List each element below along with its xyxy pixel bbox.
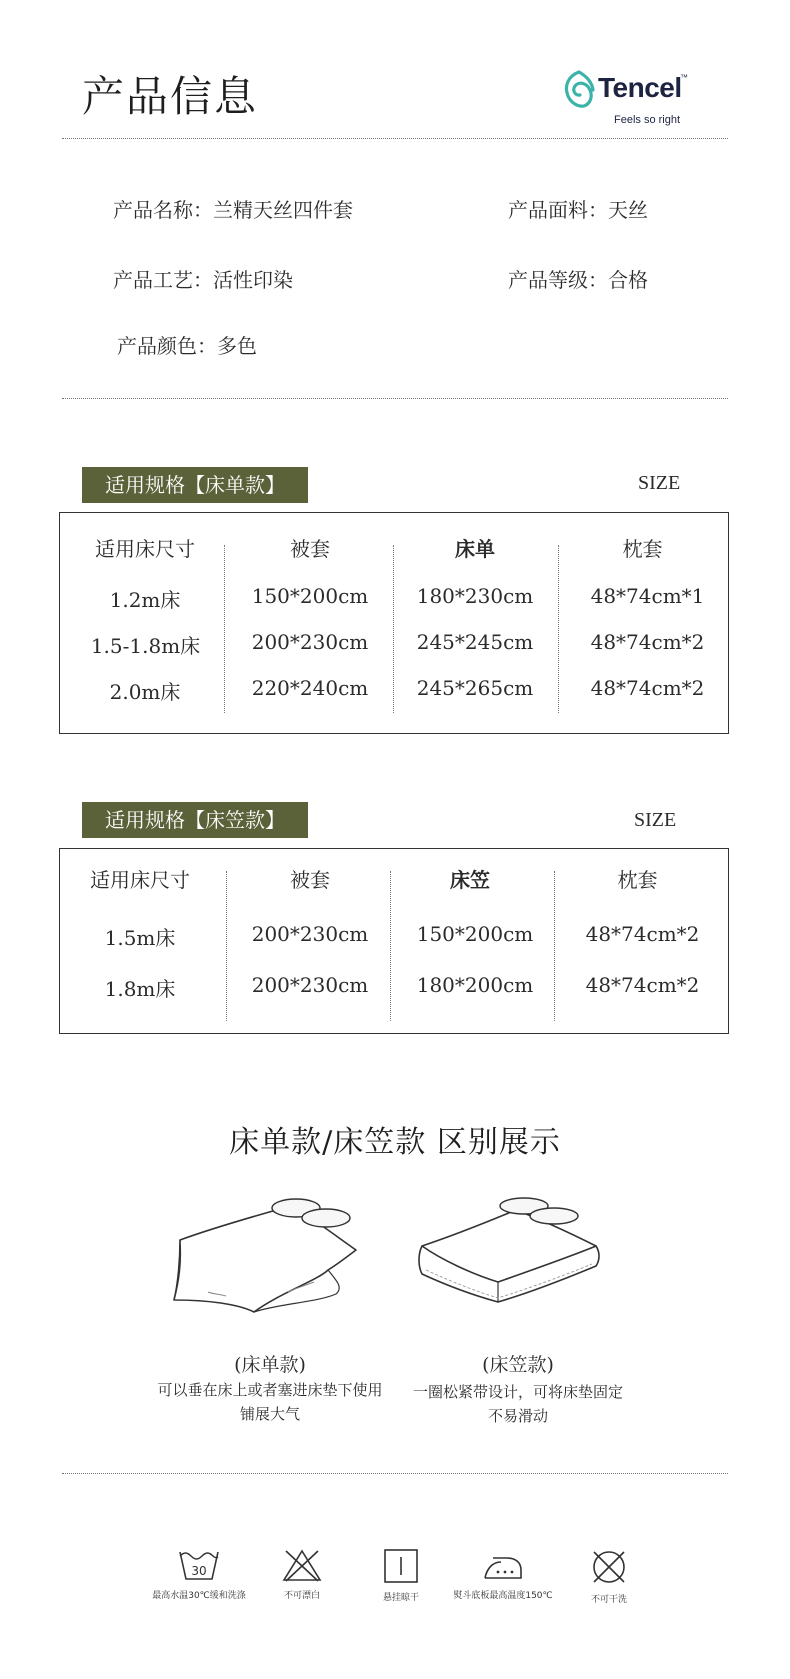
wash-temperature: 30 xyxy=(191,1564,207,1578)
table-cell: 220*240cm xyxy=(251,676,369,700)
table-header: 床笠 xyxy=(450,868,490,892)
info-value: 天丝 xyxy=(608,198,648,222)
tencel-leaf-icon xyxy=(562,70,596,110)
table-cell: 150*200cm xyxy=(416,922,534,946)
column-divider xyxy=(558,545,559,713)
table-cell: 48*74cm*2 xyxy=(590,630,705,654)
care-item-wash xyxy=(144,1548,254,1601)
table-cell: 48*74cm*2 xyxy=(585,922,700,946)
table-cell: 1.5m床 xyxy=(104,926,176,950)
info-label: 产品等级： xyxy=(508,268,608,292)
table-header: 被套 xyxy=(290,537,330,561)
table-header: 适用床尺寸 xyxy=(90,868,190,892)
column-divider xyxy=(224,545,225,713)
care-item-iron xyxy=(448,1548,558,1601)
table-cell: 180*200cm xyxy=(416,973,534,997)
info-value: 兰精天丝四件套 xyxy=(213,198,353,222)
column-divider xyxy=(226,871,227,1021)
info-product-craft xyxy=(113,264,293,293)
info-value: 多色 xyxy=(217,334,257,358)
flat-sheet-table xyxy=(59,512,729,734)
table-cell: 1.2m床 xyxy=(109,588,181,612)
care-label: 不可漂白 xyxy=(283,1591,320,1601)
flat-sheet-label: 适用规格【床单款】 xyxy=(82,467,308,503)
info-label: 产品面料： xyxy=(508,198,608,222)
info-label: 产品颜色： xyxy=(117,334,217,358)
care-label: 不可干洗 xyxy=(590,1595,627,1605)
brand-logo xyxy=(562,70,692,130)
description-line: 铺展大气 xyxy=(239,1405,300,1423)
info-product-fabric xyxy=(508,194,648,223)
iron-150-icon xyxy=(481,1548,525,1582)
info-label: 产品工艺： xyxy=(113,268,213,292)
description-line: 一圈松紧带设计，可将床垫固定 xyxy=(412,1383,623,1401)
brand-name: Tencel xyxy=(598,72,682,103)
page-title: 产品信息 xyxy=(82,72,259,121)
flat-sheet-size-label: SIZE xyxy=(638,472,681,494)
care-label: 最高水温30℃缓和洗涤 xyxy=(152,1591,246,1601)
flat-sheet-caption: (床单款) xyxy=(234,1354,306,1376)
table-cell: 1.5-1.8m床 xyxy=(90,634,201,658)
table-header: 床单 xyxy=(455,537,495,561)
divider-care xyxy=(62,1473,728,1474)
info-product-name xyxy=(113,194,353,223)
info-product-color xyxy=(117,330,257,359)
brand-tagline: Feels so right xyxy=(614,114,681,126)
flat-sheet-bed-illustration xyxy=(168,1196,368,1322)
care-item-dry xyxy=(346,1548,456,1603)
info-label: 产品名称： xyxy=(113,198,213,222)
table-cell: 48*74cm*2 xyxy=(590,676,705,700)
info-value: 合格 xyxy=(608,268,648,292)
no-bleach-icon xyxy=(282,1548,322,1582)
no-dry-clean-icon xyxy=(590,1548,628,1586)
divider-top xyxy=(62,138,728,139)
wash-30-icon xyxy=(178,1548,220,1582)
care-label: 熨斗底板最高温度150℃ xyxy=(453,1591,553,1601)
flat-sheet-description xyxy=(120,1378,420,1426)
table-cell: 1.8m床 xyxy=(104,977,176,1001)
info-value: 活性印染 xyxy=(213,268,293,292)
line-dry-icon xyxy=(383,1548,419,1584)
table-header: 枕套 xyxy=(617,868,658,892)
description-line: 不易滑动 xyxy=(487,1407,548,1425)
column-divider xyxy=(390,871,391,1021)
fitted-sheet-size-label: SIZE xyxy=(634,809,677,831)
table-cell: 48*74cm*2 xyxy=(585,973,700,997)
brand-trademark: ™ xyxy=(680,73,688,82)
table-header: 被套 xyxy=(290,868,330,892)
fitted-sheet-label: 适用规格【床笠款】 xyxy=(82,802,308,838)
divider-info xyxy=(62,398,728,399)
table-cell: 2.0m床 xyxy=(109,680,181,704)
table-cell: 48*74cm*1 xyxy=(590,584,705,608)
care-item-bleach xyxy=(247,1548,357,1601)
table-cell: 200*230cm xyxy=(251,922,369,946)
care-item-dry-clean xyxy=(554,1548,664,1605)
fitted-sheet-table xyxy=(59,848,729,1034)
table-cell: 200*230cm xyxy=(251,973,369,997)
compare-title: 床单款/床笠款 区别展示 xyxy=(229,1125,561,1160)
column-divider xyxy=(554,871,555,1021)
fitted-sheet-description xyxy=(383,1380,653,1428)
care-label: 悬挂晾干 xyxy=(382,1593,419,1603)
fitted-sheet-bed-illustration xyxy=(412,1196,612,1306)
table-cell: 150*200cm xyxy=(251,584,369,608)
table-cell: 245*265cm xyxy=(416,676,534,700)
table-header: 适用床尺寸 xyxy=(95,537,195,561)
fitted-sheet-caption: (床笠款) xyxy=(482,1354,554,1376)
table-header: 枕套 xyxy=(622,537,663,561)
column-divider xyxy=(393,545,394,713)
table-cell: 180*230cm xyxy=(416,584,534,608)
info-product-grade xyxy=(508,264,648,293)
table-cell: 200*230cm xyxy=(251,630,369,654)
table-cell: 245*245cm xyxy=(416,630,534,654)
description-line: 可以垂在床上或者塞进床垫下使用 xyxy=(157,1381,383,1399)
